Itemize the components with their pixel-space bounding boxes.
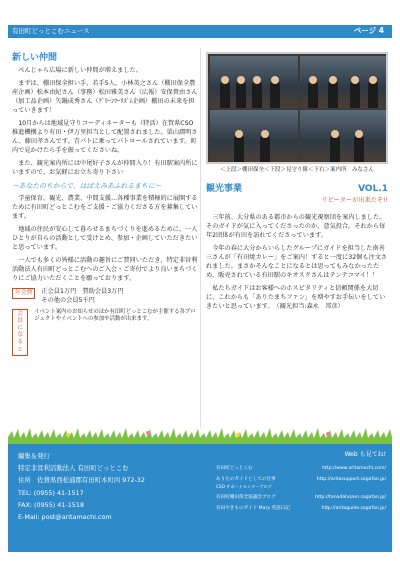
new-member-title: 新しい仲間 — [12, 53, 58, 63]
grass-decoration — [8, 423, 392, 445]
footer-links — [216, 450, 386, 516]
new-member-intro: ぺんじゃら広場に新しい仲間が増えました。 — [18, 67, 142, 75]
footer-editor-label: 編集＆発行 — [18, 452, 50, 460]
footer-link-name: 有田町棚田保全協議会ブログ — [216, 495, 276, 501]
footer-link-name — [216, 476, 276, 490]
fee-other: その他の会員5千円 — [41, 296, 95, 304]
tourism-p3: 私たちガイドはお客様へのホスピタリティと信頼関係を大切に、これからも「ありたまちファン」を増やすお手伝いをしていきたいと思っています。 （観光担当:森永 邦彦） — [206, 284, 386, 310]
footer-link-url[interactable]: http://aritasupport.sagafan.jp/ — [316, 477, 386, 483]
footer-link-name: 有田町どっとこむ — [216, 466, 253, 472]
membership-p3: 一人でも多くの皆様に活動の趣旨にご賛同いただき、特定非営利活動法人有田町どっとこむへのご入会・ご寄付でより良いまちづくりにご協力いただくことを願っております。 — [12, 256, 198, 282]
footer-link-url[interactable]: http://aritaguide.sagafan.jp/ — [321, 506, 386, 512]
benefit-label-line1: 会員に — [17, 310, 23, 332]
left-column — [12, 52, 198, 356]
footer-email[interactable]: E-Mail: post@aritamachi.com — [18, 512, 112, 521]
page-number: ページ 4 — [353, 26, 384, 35]
footer-link-url[interactable]: http://www.aritamachi.com/ — [322, 466, 386, 472]
footer-link-name: 有田やきものガイド Mary 英語日記 — [216, 506, 290, 512]
benefit-label — [12, 309, 28, 356]
right-column — [206, 52, 388, 316]
footer-link-name-sub: CSO サポートセンターブログ — [216, 483, 272, 489]
photo-caption: ＜上段＞棚田保全＜下段＞見守り隊＜下右＞案内所 みなさん — [219, 167, 374, 173]
page-header — [8, 25, 392, 38]
footer — [8, 444, 392, 552]
benefit-label-line2: なると — [17, 332, 23, 353]
column-divider — [200, 48, 201, 428]
footer-tel: TEL: (0955) 41-1517 — [18, 488, 84, 497]
footer-org: 特定非営利活動法人 有田町どっとこむ — [18, 464, 129, 473]
annual-fee-text — [41, 288, 123, 306]
newsletter-title: 有田町どっとこむニュース — [12, 27, 90, 35]
new-member-tanada: まずは、棚田保全担い手、若手5人、小林英之さん（棚田保全農産企画）松本由紀さん（事務）松田雅美さん（広報）安保貴由さん（加工品企画）矢鍋成秀さん（ｸﾞﾘｰﾝﾂｰﾘｽﾞﾑ企画）棚田の未来を担っていきます！ — [12, 80, 198, 114]
tourism-p1: 三年前、大分県のある都市からの観光視察団を案内しました。そのガイドが気に入ってくださったのか、意気投合。それから毎年2団体が有田を訪れてくださっています。 — [206, 214, 386, 239]
photo-mimamori — [210, 110, 298, 162]
footer-link-row[interactable] — [216, 505, 386, 512]
photo-guide — [300, 110, 388, 162]
tourism-vol: VOL.1 — [358, 183, 388, 194]
footer-link-url[interactable]: http://tanadahozen.sagafan.jp/ — [315, 495, 386, 501]
membership-p1: 学童保育、観光、農業、中間支援…各種事業を積極的に展開するために有田町どっとこむをご支援・ご協力くださる方を募集しています。 — [12, 194, 198, 220]
tourism-header — [206, 183, 388, 196]
footer-fax: FAX: (0955) 41-1518 — [18, 500, 85, 509]
footer-link-name-main: ありたのガイドとしての仕事 — [216, 477, 276, 483]
membership-p2: 地域の住民が安心して暮らせるまちづくりを進めるために、一人ひとりが自らの活動として受けとめ、参加・企画していただきたいと思っています。 — [12, 225, 198, 251]
membership-tagline: ～あなたのちからで、はばえみあふれるまちに～ — [12, 181, 162, 190]
annual-fee-label: 年会費 — [12, 288, 35, 299]
tourism-p2: 今年の春に大分からいらしたグループにガイドを担当した南善三さんが「有田焼カレー」をご案内！すると一度に32個も注文されました。まさかそんなことになるとは思ってもみなかったため、販売されている有田駅のキオスクさんはテンテコマイ！！ — [206, 244, 388, 279]
tourism-subtitle: リピーターが出来たぞ!! — [321, 197, 388, 205]
group-photo — [206, 52, 388, 164]
footer-contact — [18, 450, 208, 523]
new-member-coordinator: 10月からは地域見守りコーディネーターも（特活）在賀県CSO推進機構より有田・伊万里担当として配置されました。栗山潤明さん、藤田孝さんです。青パトに乗ってパトロールされています。町内で見かけたら手を振ってくださいね。 — [12, 119, 198, 154]
benefit-row — [12, 309, 198, 356]
tourism-title: 観光事業 — [206, 183, 243, 194]
footer-link-row[interactable] — [216, 494, 386, 501]
photo-tanada-1 — [210, 56, 298, 108]
photo-tanada-2 — [300, 56, 388, 108]
footer-link-row[interactable] — [216, 465, 386, 472]
footer-web-label: Web も見てね! — [344, 451, 386, 458]
fee-regular: 正会員1万円 賛助会員3万円 — [41, 287, 124, 295]
benefit-text: イベント案内のお知らせのほか有田町どっとこむが主催する各プロジェクトやイベントへの参加や活動が出来ます。 — [34, 308, 196, 323]
new-member-guide: また、観光案内所には中尾好子さんが仲間入り！有田駅案内所にいますので、お気軽にお立ち寄り下さい — [12, 159, 198, 176]
annual-fee-row — [12, 288, 198, 306]
footer-address: 住所 佐賀県西松浦郡有田町本町丙 972-32 — [18, 476, 145, 485]
footer-link-row[interactable] — [216, 476, 386, 490]
